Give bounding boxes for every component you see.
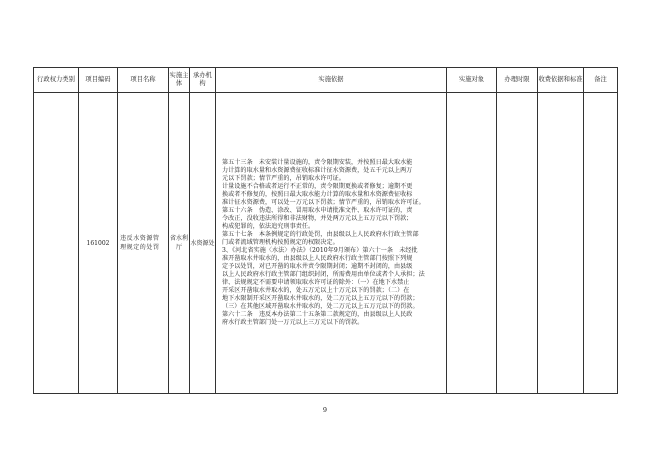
header-subject: 实施主体 <box>169 68 190 93</box>
header-dept: 承办机构 <box>190 68 216 93</box>
basis-line: 力计算的取水量和水资源费征收标准计征水资源费，处五千元以上两万 <box>222 166 413 174</box>
basis-text <box>222 159 438 328</box>
basis-line: 准计征水资源费，可以处一万元以下罚款；情节严重的，吊销取水许可证。 <box>222 198 425 206</box>
basis-line: 令改正，没收违法所得和非法财物，并处两万元以上五万元以下罚款； <box>222 214 413 222</box>
basis-line: 第六十二条 违反本办法第二十五条第二款规定的，由县级以上人民政 <box>222 311 413 319</box>
table-row <box>34 93 618 394</box>
basis-line: 3、《河北省实施〈水法〉办法》（2010年9月颁布）第六十一条 未经批 <box>222 247 418 255</box>
cell-fee <box>538 93 584 394</box>
basis-line: 准开凿取水井取水的，由县级以上人民政府水行政主管部门按照下列规 <box>222 255 413 263</box>
basis-line: 地下水限制开采区开凿取水井取水的，处二万元以上五万元以下的罚款； <box>222 295 419 303</box>
basis-line: 第五十七条 本条例规定的行政处罚，由县级以上人民政府水行政主管部 <box>222 230 419 238</box>
cell-target <box>447 93 497 394</box>
header-fee: 收费依据和标准 <box>538 68 584 93</box>
cell-category <box>34 93 79 394</box>
basis-line: 府水行政主管部门处一万元以上三万元以下的罚款。 <box>222 319 364 327</box>
header-name: 项目名称 <box>118 68 169 93</box>
basis-line: 律、法规规定不需要申请领取取水许可证的除外：（一）在地下水禁止 <box>222 279 410 287</box>
header-row <box>34 68 618 93</box>
header-time-limit: 办理时限 <box>497 68 538 93</box>
basis-line: 构成犯罪的，依法追究刑事责任。 <box>222 222 315 230</box>
basis-line: （三）在其他区域开凿取水井取水的，处二万元以上五万元以下的罚款。 <box>222 303 419 311</box>
basis-line: 元以下罚款；情节严重的，吊销取水许可证。 <box>222 174 345 182</box>
cell-name: 违反水资源管理规定的处罚 <box>118 93 169 394</box>
header-category: 行政权力类别 <box>34 68 79 93</box>
header-target: 实施对象 <box>447 68 497 93</box>
basis-line: 定予以处罚，对已开凿的取水井责令限期封闭；逾期不封闭的，由县级 <box>222 263 413 271</box>
cell-remark <box>584 93 618 394</box>
cell-code: 161002 <box>79 93 118 394</box>
cell-basis <box>216 93 447 394</box>
cell-time-limit <box>497 93 538 394</box>
basis-line: 以上人民政府水行政主管部门组织封闭，所需费用由单位或者个人承担；法 <box>222 271 425 279</box>
header-code: 项目编码 <box>79 68 118 93</box>
page-number: 9 <box>322 406 328 414</box>
basis-line: 开采区开凿取水井取水的，处五万元以上十万元以下的罚款；（二）在 <box>222 287 410 295</box>
basis-line: 第五十六条 伪造、涂改、冒用取水申请批准文件、取水许可证的，责 <box>222 206 413 214</box>
basis-line: 计量设施不合格或者运行不正常的，责令限期更换或者修复；逾期不更 <box>222 182 413 190</box>
basis-line: 换或者不修复的，按照日最大取水能力计算的取水量和水资源费征收标 <box>222 190 413 198</box>
header-remark: 备注 <box>584 68 618 93</box>
basis-line: 第五十三条 未安装计量设施的，责令限期安装，并按照日最大取水能 <box>222 158 413 166</box>
cell-subject: 省水利厅 <box>169 93 190 394</box>
header-basis: 实施依据 <box>216 68 447 93</box>
basis-line: 门或者流域管理机构按照规定的权限决定。 <box>222 238 339 246</box>
cell-dept: 水资源处 <box>190 93 216 394</box>
power-list-table <box>33 67 618 394</box>
